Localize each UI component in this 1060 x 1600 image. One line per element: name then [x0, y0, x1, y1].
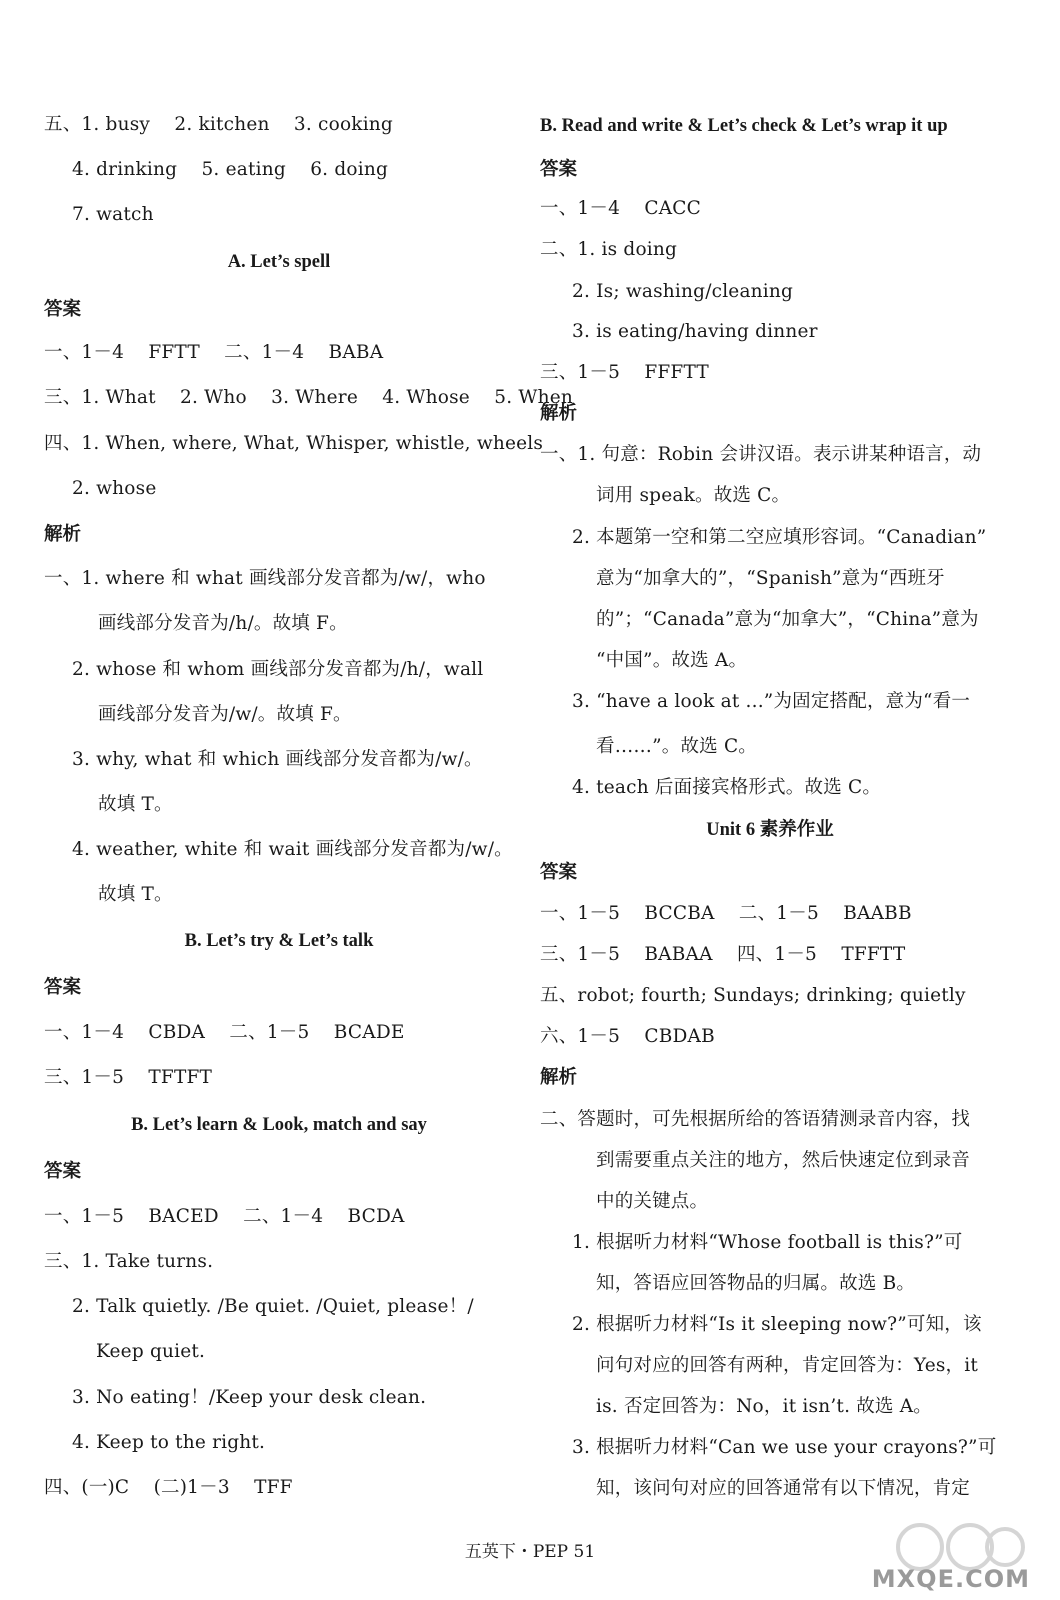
right-text-line: 问句对应的回答有两种，肯定回答为：Yes，it: [596, 1355, 978, 1376]
left-text-line: 故填 T。: [98, 794, 173, 815]
left-text-line: 4. Keep to the right.: [72, 1432, 266, 1453]
right-text-line: 到需要重点关注的地方，然后快速定位到录音: [596, 1150, 971, 1171]
right-answer-label: 答案: [540, 159, 578, 180]
left-text-line: 2. whose 和 whom 画线部分发音都为/h/，wall: [72, 659, 484, 680]
left-section-heading: A. Let’s spell: [227, 252, 331, 272]
watermark-text: MXQE.COM: [871, 1565, 1030, 1593]
left-text-line: 四、(一)C (二)1－3 TFF: [44, 1477, 293, 1498]
right-text-line: 1. 根据听力材料“Whose football is this?”可: [572, 1232, 963, 1253]
right-answer-label: 解析: [540, 1067, 578, 1088]
left-answer-label: 解析: [44, 524, 82, 545]
right-text-line: 三、1－5 BABAA 四、1－5 TFFTT: [540, 944, 906, 965]
right-text-line: 三、1－5 FFFTT: [540, 362, 709, 383]
left-answer-label: 答案: [44, 977, 82, 998]
right-answer-label: 解析: [540, 403, 578, 424]
left-text-line: 画线部分发音为/h/。故填 F。: [98, 613, 348, 634]
left-text-line: 三、1. Take turns.: [44, 1251, 214, 1272]
right-text-line: 中的关键点。: [596, 1191, 709, 1212]
left-text-line: 四、1. When, where, What, Whisper, whistle, wheels: [44, 433, 544, 454]
left-text-line: 2. whose: [72, 478, 157, 499]
left-text-line: 一、1－5 BACED 二、1－4 BCDA: [44, 1206, 405, 1227]
right-text-line: 2. Is; washing/cleaning: [572, 281, 794, 302]
left-text-line: Keep quiet.: [96, 1341, 206, 1362]
left-text-line: 一、1－4 CBDA 二、1－5 BCADE: [44, 1022, 405, 1043]
left-answer-label: 答案: [44, 1161, 82, 1182]
right-text-line: 3. “have a look at ...”为固定搭配，意为“看一: [572, 691, 971, 712]
right-text-line: 意为“加拿大的”，“Spanish”意为“西班牙: [596, 568, 945, 589]
right-text-line: 3. is eating/having dinner: [572, 321, 818, 342]
left-text-line: 三、1－5 TFTFT: [44, 1067, 213, 1088]
left-section-heading: B. Let’s try & Let’s talk: [184, 931, 374, 951]
left-text-line: 7. watch: [72, 204, 154, 225]
right-text-line: 知，该问句对应的回答通常有以下情况，肯定: [596, 1478, 971, 1499]
left-section-heading: B. Let’s learn & Look, match and say: [131, 1115, 427, 1135]
right-text-line: 二、答题时，可先根据所给的答语猜测录音内容，找: [540, 1109, 971, 1130]
left-text-line: 故填 T。: [98, 884, 173, 905]
left-text-line: 3. No eating！/Keep your desk clean.: [72, 1387, 427, 1408]
right-text-line: 知，答语应回答物品的归属。故选 B。: [596, 1273, 916, 1294]
left-text-line: 一、1. where 和 what 画线部分发音都为/w/，who: [44, 568, 486, 589]
right-text-line: 3. 根据听力材料“Can we use your crayons?”可: [572, 1437, 997, 1458]
left-text-line: 4. drinking 5. eating 6. doing: [72, 159, 388, 180]
right-answer-label: 答案: [540, 862, 578, 883]
right-text-line: 六、1－5 CBDAB: [540, 1026, 715, 1047]
right-text-line: 2. 本题第一空和第二空应填形容词。“Canadian”: [572, 527, 987, 548]
left-text-line: 4. weather, white 和 wait 画线部分发音都为/w/。: [72, 839, 513, 860]
right-text-line: 4. teach 后面接宾格形式。故选 C。: [572, 777, 882, 798]
left-text-line: 3. why, what 和 which 画线部分发音都为/w/。: [72, 749, 483, 770]
left-text-line: 2. Talk quietly. /Be quiet. /Quiet, please！/: [72, 1296, 474, 1317]
right-text-line: 看……”。故选 C。: [596, 736, 757, 757]
right-text-line: 2. 根据听力材料“Is it sleeping now?”可知，该: [572, 1314, 982, 1335]
right-section-heading: Unit 6 素养作业: [706, 820, 834, 840]
left-text-line: 一、1－4 FFTT 二、1－4 BABA: [44, 342, 384, 363]
left-text-line: 三、1. What 2. Who 3. Where 4. Whose 5. When: [44, 387, 573, 408]
page-footer: 五英下・PEP 51: [464, 1542, 596, 1562]
right-text-line: 一、1－5 BCCBA 二、1－5 BAABB: [540, 903, 912, 924]
right-text-line: 一、1. 句意：Robin 会讲汉语。表示讲某种语言，动: [540, 444, 982, 465]
left-answer-label: 答案: [44, 299, 82, 320]
right-text-line: 二、1. is doing: [540, 239, 678, 260]
right-text-line: 的”；“Canada”意为“加拿大”，“China”意为: [596, 609, 979, 630]
right-text-line: 五、robot; fourth; Sundays; drinking; quietly: [540, 985, 966, 1006]
left-text-line: 五、1. busy 2. kitchen 3. cooking: [44, 114, 393, 135]
left-text-line: 画线部分发音为/w/。故填 F。: [98, 704, 352, 725]
right-text-line: is. 否定回答为：No，it isn’t. 故选 A。: [596, 1396, 932, 1417]
right-text-line: “中国”。故选 A。: [596, 650, 748, 671]
right-section-heading: B. Read and write & Let’s check & Let’s wrap it up: [540, 116, 948, 136]
right-text-line: 词用 speak。故选 C。: [596, 485, 791, 506]
right-text-line: 一、1－4 CACC: [540, 198, 701, 219]
